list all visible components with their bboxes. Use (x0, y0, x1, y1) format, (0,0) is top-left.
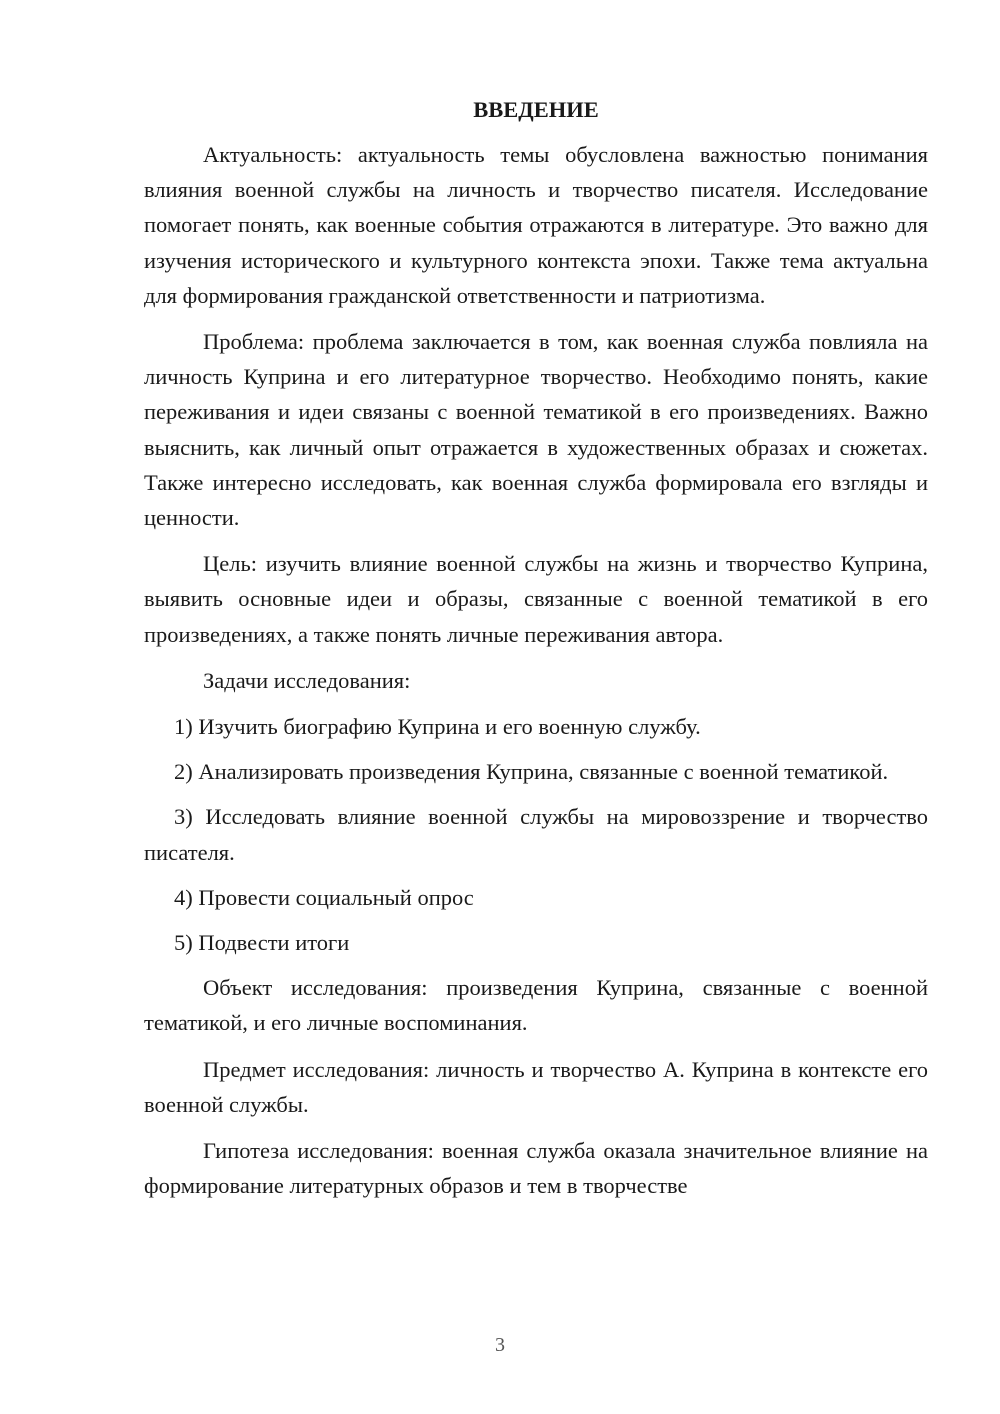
goal-paragraph: Цель: изучить влияние военной службы на жизнь и творчество Куприна, выявить основные идеи и образы, связанные с военной тематикой в его произведениях, а также понять личные переживания автора. (144, 551, 928, 647)
page-number: 3 (495, 1334, 505, 1356)
hypothesis-paragraph: Гипотеза исследования: военная служба оказала значительное влияние на формирование литературных образов и тем в творчестве (144, 1138, 928, 1199)
subject-paragraph: Предмет исследования: личность и творчество А. Куприна в контексте его военной службы. (144, 1056, 928, 1117)
relevance-paragraph: Актуальность: актуальность темы обусловлена важностью понимания влияния военной службы на личность и творчество писателя. Исследование помогает понять, как военные события отражаются в литературе. Это важно для изучения исторического и культурного контекста эпохи. Также тема актуальна для формирования гражданской ответственности и патриотизма. (144, 142, 928, 308)
tasks-heading: Задачи исследования: (203, 667, 411, 693)
task-item: 2) Анализировать произведения Куприна, связанные с военной тематикой. (174, 759, 889, 785)
task-item: 5) Подвести итоги (174, 930, 350, 956)
page-title: ВВЕДЕНИЕ (473, 97, 599, 122)
object-paragraph: Объект исследования: произведения Куприна, связанные с военной тематикой, и его личные воспоминания. (144, 975, 928, 1036)
problem-paragraph: Проблема: проблема заключается в том, как военная служба повлияла на личность Куприна и его литературное творчество. Необходимо понять, какие переживания и идеи связаны с военной тематикой в его произведениях. Важно выяснить, как личный опыт отражается в художественных образах и сюжетах. Также интересно исследовать, как военная служба формировала его взгляды и ценности. (144, 329, 928, 531)
task-item: 3) Исследовать влияние военной службы на мировоззрение и творчество писателя. (144, 804, 928, 865)
task-item: 1) Изучить биографию Куприна и его военную службу. (174, 714, 701, 740)
page-content (144, 92, 928, 1214)
task-item: 4) Провести социальный опрос (174, 884, 474, 910)
